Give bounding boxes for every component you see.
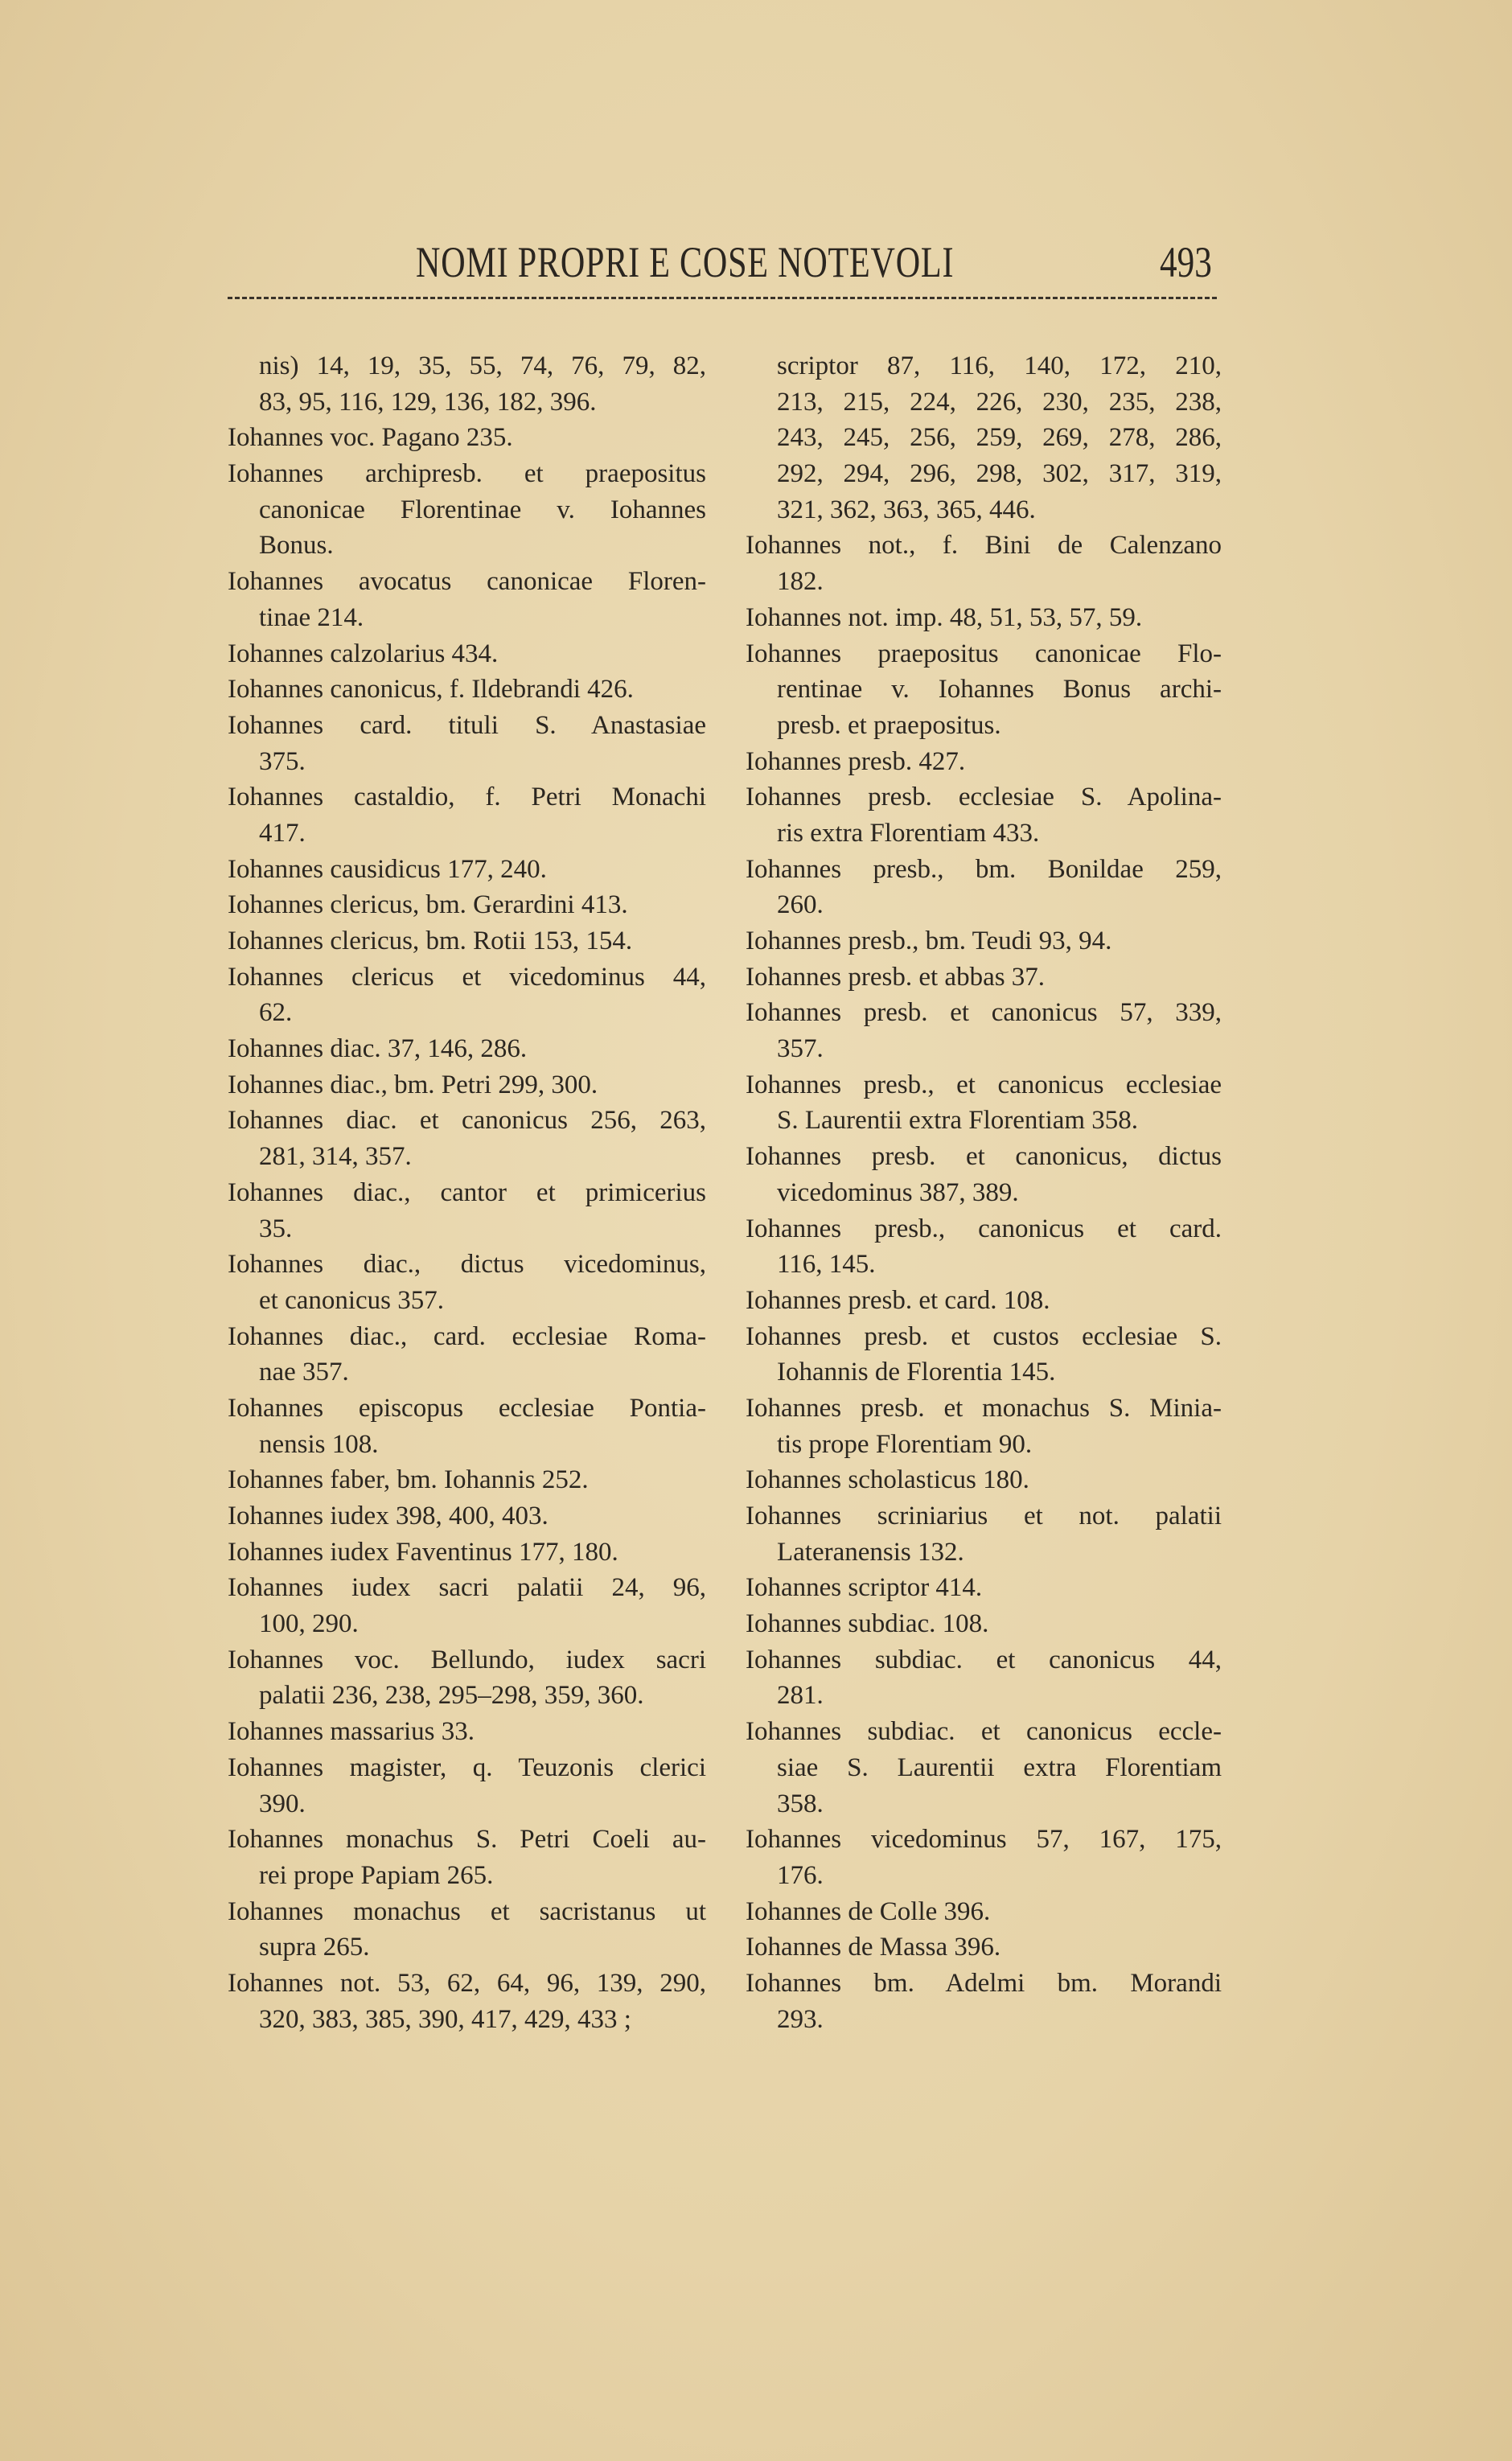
index-entry: [228, 1535, 706, 1571]
index-entry-line: 357.: [777, 1034, 824, 1064]
index-entry: [228, 1319, 706, 1391]
index-entry: [228, 887, 706, 923]
index-entry-line: 83, 95, 116, 129, 136, 182, 396.: [259, 387, 597, 417]
index-entry-line: Iohannes episcopus ecclesiae Pontia-: [228, 1393, 706, 1423]
index-entry-line: tis prope Florentiam 90.: [777, 1429, 1033, 1459]
index-entry-line: 35.: [259, 1214, 293, 1243]
index-entry-line: canonicae Florentinae v. Iohannes: [259, 495, 706, 524]
index-entry: [228, 1894, 706, 1966]
index-entry: [746, 1714, 1222, 1822]
index-entry: [746, 348, 1222, 528]
index-entry-line: Iohannes subdiac. 108.: [746, 1609, 989, 1639]
index-entry-line: Iohannes canonicus, f. Ildebrandi 426.: [228, 675, 634, 705]
index-entry: [228, 959, 706, 1031]
index-entry: [228, 1391, 706, 1462]
index-entry: [746, 779, 1222, 851]
index-entry: [746, 923, 1222, 959]
index-column-left: [228, 348, 706, 2037]
index-entry-line: Lateranensis 132.: [777, 1537, 964, 1567]
index-entry: [746, 600, 1222, 636]
index-entry: [228, 1031, 706, 1067]
index-entry-line: Iohannes presb. et canonicus 57, 339,: [746, 998, 1222, 1028]
index-entry-line: ris extra Florentiam 433.: [777, 818, 1040, 848]
index-entry-line: Iohannes diac. 37, 146, 286.: [228, 1034, 528, 1064]
index-entry-line: Iohannes scholasticus 180.: [746, 1465, 1029, 1495]
index-entry: [228, 348, 706, 420]
index-entry: [228, 456, 706, 564]
index-entry: [228, 1103, 706, 1174]
index-entry-line: Iohannes presb. et monachus S. Minia-: [746, 1393, 1222, 1423]
index-entry: [746, 528, 1222, 599]
index-entry: [228, 1175, 706, 1247]
index-entry: [746, 1498, 1222, 1570]
index-entry-line: Iohannes not., f. Bini de Calenzano: [746, 531, 1222, 561]
index-entry-line: Iohannes presb., bm. Bonildae 259,: [746, 854, 1222, 884]
index-entry: [746, 1822, 1222, 1893]
index-entry: [228, 1247, 706, 1318]
index-entry-line: Iohannes presb. 427.: [746, 746, 966, 776]
index-entry-line: Iohannes presb., canonicus et card.: [746, 1214, 1222, 1243]
index-entry-line: Iohannes not. 53, 62, 64, 96, 139, 290,: [228, 1968, 706, 1998]
index-entry-line: Iohannes clericus, bm. Rotii 153, 154.: [228, 926, 633, 955]
index-entry-line: Iohannes causidicus 177, 240.: [228, 854, 547, 884]
index-entry-line: tinae 214.: [259, 602, 364, 632]
index-entry: [228, 1462, 706, 1498]
index-entry-line: Iohannes voc. Bellundo, iudex sacri: [228, 1645, 706, 1674]
index-entry-line: Iohannes archipresb. et praepositus: [228, 459, 706, 489]
index-entry-line: supra 265.: [259, 1933, 370, 1962]
index-entry: [746, 1283, 1222, 1319]
index-entry: [228, 1750, 706, 1822]
index-entry-line: Iohannes de Colle 396.: [746, 1896, 991, 1926]
index-entry: [228, 1642, 706, 1714]
index-entry-line: Iohannes not. imp. 48, 51, 53, 57, 59.: [746, 602, 1143, 632]
index-entry-line: Iohannes avocatus canonicae Floren-: [228, 567, 706, 597]
index-entry-line: Iohannes magister, q. Teuzonis clerici: [228, 1752, 706, 1782]
index-entry: [746, 1894, 1222, 1930]
index-entry: [228, 1822, 706, 1893]
index-entry: [746, 1067, 1222, 1139]
index-entry: [746, 636, 1222, 744]
index-entry-line: 260.: [777, 890, 824, 920]
index-entry-line: 281, 314, 357.: [259, 1142, 412, 1172]
index-entry-line: 321, 362, 363, 365, 446.: [777, 495, 1036, 524]
index-entry: [746, 852, 1222, 923]
index-entry-line: 213, 215, 224, 226, 230, 235, 238,: [777, 387, 1222, 417]
index-entry-line: Iohannes voc. Pagano 235.: [228, 423, 513, 453]
index-entry-line: Iohannes diac., bm. Petri 299, 300.: [228, 1070, 598, 1099]
index-entry: [746, 1462, 1222, 1498]
header-rule: [228, 297, 1217, 299]
index-entry-line: 243, 245, 256, 259, 269, 278, 286,: [777, 423, 1222, 453]
index-entry-line: rentinae v. Iohannes Bonus archi-: [777, 675, 1222, 705]
index-entry-line: Iohannes de Massa 396.: [746, 1933, 1001, 1962]
index-entry-line: Iohannes faber, bm. Iohannis 252.: [228, 1465, 589, 1495]
index-entry-line: Iohannes massarius 33.: [228, 1717, 475, 1747]
index-entry-line: nensis 108.: [259, 1429, 379, 1459]
index-entry-line: S. Laurentii extra Florentiam 358.: [777, 1106, 1139, 1136]
index-entry-line: Iohannes diac., cantor et primicerius: [228, 1177, 706, 1207]
index-entry: [228, 1570, 706, 1641]
index-entry-line: Iohannes diac. et canonicus 256, 263,: [228, 1106, 706, 1136]
index-entry-line: 62.: [259, 998, 293, 1028]
index-entry-line: palatii 236, 238, 295–298, 359, 360.: [259, 1681, 644, 1711]
index-entry-line: Iohannes castaldio, f. Petri Monachi: [228, 783, 706, 812]
index-entry-line: nae 357.: [259, 1358, 349, 1387]
index-entry: [228, 852, 706, 888]
index-entry-line: 375.: [259, 746, 306, 776]
index-entry-line: 100, 290.: [259, 1609, 359, 1639]
index-entry-line: 293.: [777, 2004, 824, 2034]
index-entry: [746, 995, 1222, 1066]
index-entry-line: siae S. Laurentii extra Florentiam: [777, 1752, 1222, 1782]
index-entry: [228, 1714, 706, 1750]
index-entry: [228, 1966, 706, 2037]
index-entry: [746, 1391, 1222, 1462]
index-entry: [746, 1606, 1222, 1642]
index-entry-line: Iohannes clericus et vicedominus 44,: [228, 962, 706, 992]
index-entry-line: Iohannes scriptor 414.: [746, 1573, 983, 1603]
index-entry-line: et canonicus 357.: [259, 1285, 445, 1315]
index-entry-line: Iohannes presb. et card. 108.: [746, 1285, 1050, 1315]
index-entry-line: 182.: [777, 567, 824, 597]
index-entry-line: scriptor 87, 116, 140, 172, 210,: [777, 351, 1222, 380]
index-entry: [228, 564, 706, 635]
index-entry: [228, 420, 706, 456]
index-entry-line: Iohannes presb., et canonicus ecclesiae: [746, 1070, 1222, 1099]
index-entry: [228, 923, 706, 959]
index-entry-line: Iohannes monachus et sacristanus ut: [228, 1896, 706, 1926]
index-entry-line: Iohannes diac., card. ecclesiae Roma-: [228, 1321, 706, 1351]
index-entry-line: Iohannis de Florentia 145.: [777, 1358, 1056, 1387]
index-entry-line: vicedominus 387, 389.: [777, 1177, 1019, 1207]
index-entry-line: 176.: [777, 1860, 824, 1890]
index-entry: [746, 1570, 1222, 1606]
index-entry-line: Iohannes subdiac. et canonicus 44,: [746, 1645, 1222, 1674]
index-entry: [746, 1642, 1222, 1714]
index-entry-line: 417.: [259, 818, 306, 848]
index-entry-line: Iohannes subdiac. et canonicus eccle-: [746, 1717, 1222, 1747]
index-entry-line: 281.: [777, 1681, 824, 1711]
index-entry: [228, 708, 706, 779]
index-entry-line: Iohannes presb., bm. Teudi 93, 94.: [746, 926, 1112, 955]
index-entry-line: Iohannes scriniarius et not. palatii: [746, 1502, 1222, 1530]
index-entry-line: Iohannes presb. et custos ecclesiae S.: [746, 1321, 1222, 1351]
index-entry-line: rei prope Papiam 265.: [259, 1860, 494, 1890]
index-entry: [746, 959, 1222, 996]
running-header-title: NOMI PROPRI E COSE NOTEVOLI: [416, 238, 955, 286]
index-entry: [746, 1929, 1222, 1966]
index-entry-line: Iohannes bm. Adelmi bm. Morandi: [746, 1968, 1222, 1998]
index-entry-line: Iohannes iudex 398, 400, 403.: [228, 1502, 549, 1530]
index-entry-line: 390.: [259, 1789, 306, 1818]
index-entry-line: Iohannes calzolarius 434.: [228, 639, 499, 668]
index-entry: [746, 1211, 1222, 1283]
index-entry: [746, 1139, 1222, 1210]
index-entry: [746, 1966, 1222, 2037]
index-entry: [228, 636, 706, 672]
index-entry: [228, 779, 706, 851]
index-entry: [746, 744, 1222, 780]
index-entry-line: Iohannes monachus S. Petri Coeli au-: [228, 1825, 706, 1855]
page-number: 493: [1160, 238, 1212, 286]
index-entry-line: Iohannes praepositus canonicae Flo-: [746, 639, 1222, 668]
index-entry-line: 358.: [777, 1789, 824, 1818]
index-entry-line: 292, 294, 296, 298, 302, 317, 319,: [777, 459, 1222, 489]
index-entry-line: Iohannes clericus, bm. Gerardini 413.: [228, 890, 628, 920]
index-entry: [228, 1067, 706, 1103]
index-entry-line: Iohannes iudex Faventinus 177, 180.: [228, 1537, 618, 1567]
index-entry: [746, 1319, 1222, 1391]
index-entry-line: 116, 145.: [777, 1250, 876, 1280]
index-entry: [228, 1498, 706, 1535]
index-entry-line: presb. et praepositus.: [777, 710, 1001, 740]
index-entry-line: Bonus.: [259, 531, 334, 561]
index-entry: [228, 672, 706, 708]
index-entry-line: Iohannes iudex sacri palatii 24, 96,: [228, 1573, 706, 1603]
index-entry-line: Iohannes vicedominus 57, 167, 175,: [746, 1825, 1222, 1855]
index-entry-line: 320, 383, 385, 390, 417, 429, 433 ;: [259, 2004, 631, 2034]
index-column-right: [746, 348, 1222, 2037]
index-entry-line: Iohannes presb. ecclesiae S. Apolina-: [746, 783, 1222, 812]
index-entry-line: Iohannes presb. et canonicus, dictus: [746, 1142, 1222, 1172]
index-entry-line: Iohannes card. tituli S. Anastasiae: [228, 710, 706, 740]
index-entry-line: Iohannes presb. et abbas 37.: [746, 962, 1046, 992]
index-entry-line: nis) 14, 19, 35, 55, 74, 76, 79, 82,: [259, 351, 706, 380]
index-entry-line: Iohannes diac., dictus vicedominus,: [228, 1250, 706, 1280]
